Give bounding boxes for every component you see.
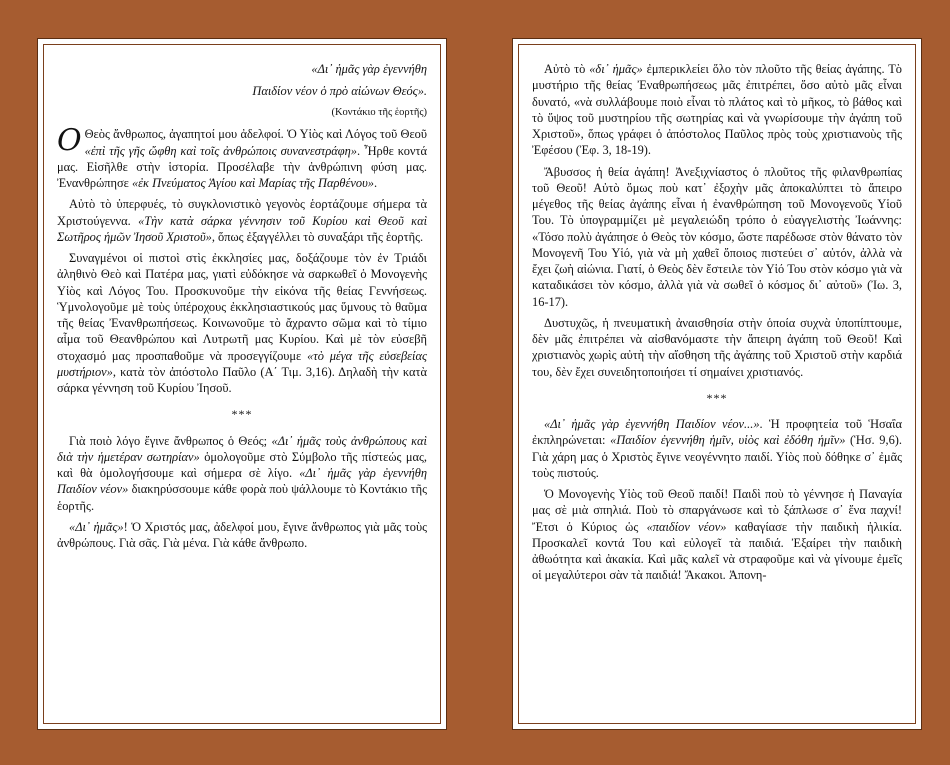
quote: «Παιδίον ἐγεννήθη ἡμῖν, υἱὸς καὶ ἐδόθη ἡμῖν» — [610, 433, 846, 448]
epigraph-line-2: Παιδίον νέον ὁ πρὸ αἰώνων Θεός». — [252, 84, 427, 98]
text: , κατὰ τὸν ἀπόστολο Παῦλο (Α΄ Τιμ. 3,16). Δηλαδὴ τὴν κατὰ σάρκα γέννηση τοῦ Κυρίου Ἰησοῦ. — [57, 364, 427, 395]
epigraph-line-1: «Δι᾽ ἡμᾶς γὰρ ἐγεννήθη — [311, 62, 427, 76]
text: καθαγίασε τὴν παιδικὴ ἡλικία. Προσκαλεῖ κοντά Του καὶ εὐλογεῖ τὰ παιδιά. Ἐξαίρει τὴν παιδικὴ ἀθωότητα καὶ ἀκακία. Καὶ μᾶς καλεῖ νὰ στραφοῦμε καὶ νὰ γίνουμε ἐμεῖς οἱ μεγαλύτεροι σὰν τὰ παιδιά! Ἄκακοι. Ἀπονη- — [532, 519, 902, 583]
quote: «παιδίον νέον» — [646, 519, 727, 534]
text: ὁμολογοῦμε στὸ Σύμβολο τῆς πίστεώς μας, καὶ θὰ ὁμολογήσουμε καὶ σήμερα σὲ λίγο. — [57, 449, 427, 480]
quote: «Δι᾽ ἡμᾶς» — [69, 519, 124, 534]
quote: «Τὴν κατὰ σάρκα γέννησιν τοῦ Κυρίου καὶ Θεοῦ καὶ Σωτῆρος ἡμῶν Ἰησοῦ Χριστοῦ» — [57, 213, 428, 244]
text: Συναγμένοι οἱ πιστοὶ στὶς ἐκκλησίες μας, δοξάζουμε τὸν ἐν Τριάδι ἀληθινὸ Θεὸ καὶ Πατέρα μας, γιατὶ εὐδόκησε νὰ σαρκωθεῖ ὁ Μονογενὴς Υἱὸς καὶ Λόγος Του. Προσκυνοῦμε τὴν εἰκόνα τῆς θείας Γεννήσεως. Ὑμνολογοῦμε μὲ τοὺς ὑπέροχους ἐκκλησιαστικούς μας ὕμνους τὸ θαῦμα τῆς θείας Ἐνανθρωπήσεως. Κοινωνοῦμε τὸ ἄχραντο σῶμα καὶ τὸ τίμιο αἷμα τοῦ Θεανθρώπου καὶ Λυτρωτῆ μας Κυρίου. Καὶ μὲ τὸν εὐσεβῆ στοχασμό μας προσπαθοῦμε νὰ προσεγγίζουμε — [57, 251, 427, 363]
text: Αὐτὸ τὸ ὑπερφυές, τὸ συγκλονιστικὸ γεγονὸς ἑορτάζουμε σήμερα τὰ Χριστούγεννα. — [57, 197, 427, 228]
text: Γιὰ ποιὸ λόγο ἔγινε ἄνθρωπος ὁ Θεός; — [69, 433, 272, 448]
text: ἐμπερικλείει ὅλο τὸν πλοῦτο τῆς θείας ἀγάπης. Τὸ μυστήριο τῆς θείας Ἐναθρωπήσεως μᾶς ἐπιτρέπει, ὅσο αὐτὸ μᾶς εἶναι δυνατό, «νὰ συλλάβουμε ποιὸ εἶναι τὸ πλάτος καὶ τὸ μῆκος, τὸ βάθος καὶ τὸ ὕψος τοῦ μυστηρίου τῆς σωτηρίας καὶ νὰ γνωρίσουμε τὴν ἀγάπη τοῦ Χριστοῦ», ὅπως γράφει ὁ ἀπόστολος Παῦλος πρὸς τοὺς χριστιανοὺς τῆς Ἐφέσου (Ἐφ. 3, 18-19). — [532, 62, 902, 158]
text: ! Ὁ Χριστός μας, ἀδελφοί μου, ἔγινε ἄνθρωπος γιὰ μᾶς τοὺς ἀνθρώπους. Γιὰ σᾶς. Γιὰ μένα. Γιὰ κάθε ἄνθρωπο. — [57, 519, 427, 550]
text: Αὐτὸ τὸ — [544, 62, 590, 76]
section-separator: *** — [231, 407, 253, 422]
left-page — [37, 38, 447, 730]
paragraph-2: Ἄβυσσος ἡ θεία ἀγάπη! Ἀνεξιχνίαστος ὁ πλοῦτος τῆς φιλανθρωπίας τοῦ Θεοῦ! Αὐτὸ ὅμως ποὺ κατ᾽ ἐξοχὴν μᾶς ἀποκαλύπτει τὸ ἄπειρο μέγεθος τῆς θείας ἀγάπης εἶναι ἡ ἐνανθρώπηση τοῦ Μονογενοῦς Υἱοῦ Του. Τὸ ὑπογραμμίζει μὲ μεγαλειώδη τρόπο ὁ εὐαγγελιστὴς Ἰωάννης: «Τόσο πολὺ ἀγάπησε ὁ Θεὸς τὸν κόσμο, ὥστε παρέδωσε στὸν θάνατο τὸν Μονογενῆ Του Υἱό, γιὰ νὰ μὴ χαθεῖ ὅποιος πιστεύει σ᾽ αὐτόν, ἀλλὰ νὰ ἔχει ζωὴ αἰώνια. Γιατί, ὁ Θεὸς δὲν ἔστειλε τὸν Υἱό Του στὸν κόσμο γιὰ νὰ καταδικάσει τὸν κόσμο, ἀλλὰ γιὰ νὰ σωθεῖ ὁ κόσμος δι᾽ αὐτοῦ» (Ἰω. 3, 16-17). — [532, 164, 902, 309]
epigraph-source: (Κοντάκιο τῆς ἑορτῆς) — [331, 107, 427, 118]
paragraph-2 — [57, 196, 427, 245]
paragraph-3: Δυστυχῶς, ἡ πνευματικὴ ἀναισθησία στὴν ὁποία συχνὰ ὑποπίπτουμε, δὲν μᾶς ἐπιτρέπει νὰ αἰσθανόμαστε τὴν ἄπειρη ἀγάπη τοῦ Θεοῦ! Καὶ χριστιανὸς χωρὶς αὐτὴ τὴν αἴσθηση τῆς ἀγάπης τοῦ Χριστοῦ στὴν καρδιά του, δὲν ἔχει συνειδητοποιήσει τί σημαίνει χριστιανός. — [532, 315, 902, 379]
quote: «ἐπὶ τῆς γῆς ὤφθη καὶ τοῖς ἀνθρώποις συνανεστράφη» — [84, 143, 357, 158]
text: (Ἡσ. 9,6). Γιὰ χάρη μας ὁ Χριστὸς ἔγινε νεογέννητο παιδί. Υἱὸς ποὺ δόθηκε σ᾽ ἐμᾶς τοὺς πιστούς. — [532, 433, 902, 480]
quote: «δι᾽ ἡμᾶς» — [589, 62, 643, 76]
quote: «Δι᾽ ἡμᾶς γὰρ ἐγεννήθη Παιδίον νέον» — [57, 466, 427, 497]
text: διακηρύσσουμε κάθε φορὰ ποὺ ψάλλουμε τὸ Κοντάκιο τῆς ἑορτῆς. — [57, 482, 427, 513]
quote: «ἐκ Πνεύματος Ἁγίου καὶ Μαρίας τῆς Παρθένου» — [131, 176, 374, 190]
left-page-text — [57, 61, 427, 556]
paragraph-5 — [57, 519, 427, 552]
paragraph-5 — [532, 486, 902, 584]
quote: «τὸ μέγα τῆς εὐσεβείας μυστήριον» — [57, 348, 427, 379]
paragraph-4 — [57, 433, 427, 514]
right-page-text — [532, 61, 902, 589]
text: . Ἦρθε κοντά μας. Εἰσῆλθε στὴν ἱστορία. Προσέλαβε τὴν ἀνθρώπινη φύση μας. Ἐνανθρώπησε — [57, 143, 427, 190]
text: . Ἡ προφητεία τοῦ Ἡσαΐα ἐκπληρώνεται: — [532, 417, 902, 448]
text: . — [373, 176, 378, 190]
text: , ὅπως ἐξαγγέλλει τὸ συναξάρι τῆς ἑορτῆς. — [211, 229, 424, 244]
section-separator: *** — [706, 390, 728, 405]
drop-cap: Ο — [57, 123, 82, 159]
text: Ὁ Μονογενὴς Υἱὸς τοῦ Θεοῦ παιδί! Παιδὶ ποὺ τὸ γέννησε ἡ Παναγία μας σὲ μιὰ σπηλιά. Ποὺ τὸ σπαργάνωσε καὶ τὸ ξάπλωσε σ᾽ ἕνα παχνί! Ἔτσι ὁ Κύριος ὡς — [532, 487, 902, 534]
paragraph-4 — [532, 416, 902, 481]
quote: «Δι᾽ ἡμᾶς τοὺς ἀνθρώπους καὶ διὰ τὴν ἡμετέραν σωτηρίαν» — [57, 433, 427, 464]
text: Θεὸς ἄνθρωπος, ἀγαπητοί μου ἀδελφοί. Ὁ Υἱὸς καὶ Λόγος τοῦ Θεοῦ — [84, 127, 427, 142]
quote: «Δι᾽ ἡμᾶς γὰρ ἐγεννήθη Παιδίον νέον...» — [544, 417, 760, 431]
paragraph-3 — [57, 250, 427, 396]
right-page — [512, 38, 922, 730]
paragraph-1 — [57, 123, 427, 191]
paragraph-1 — [532, 61, 902, 159]
